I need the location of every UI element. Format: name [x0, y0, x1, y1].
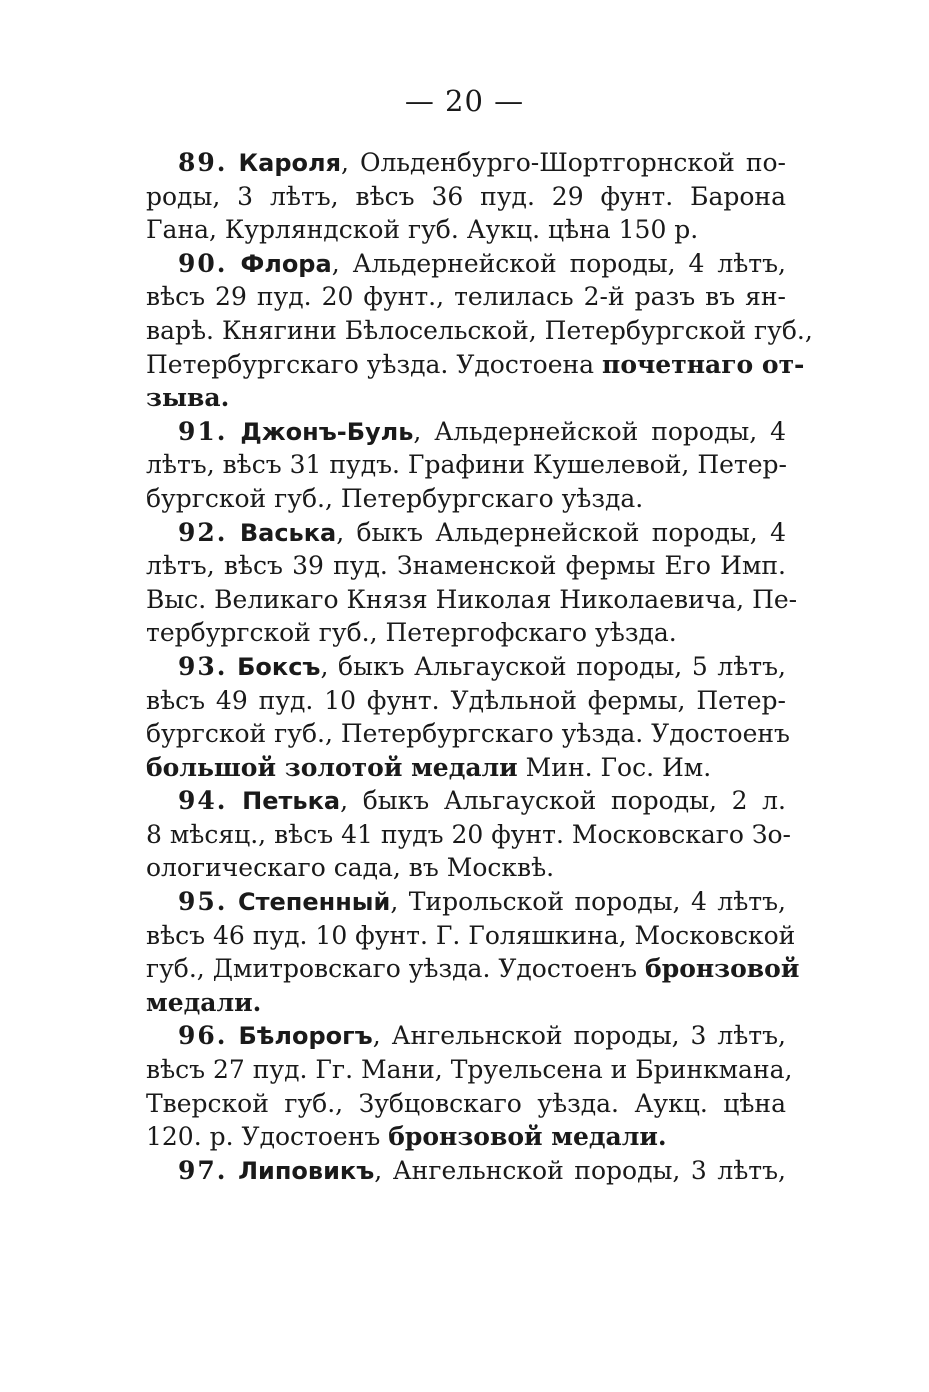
- entry-text: , Ольденбурго-Шортгорнской по-: [341, 148, 786, 177]
- entry-94-line-3: ологическаго сада, въ Москвѣ.: [146, 853, 555, 883]
- entry-95-line-4: медали.: [146, 987, 262, 1017]
- entry-number: 92.: [178, 517, 228, 547]
- entry-name: Липовикъ: [238, 1156, 375, 1185]
- entry-92-line-1: [146, 516, 786, 550]
- entry-96-line-4: [146, 1120, 786, 1154]
- entry-text: , быкъ Альгауской породы, 2 л.: [340, 786, 786, 816]
- award-text: бронзовой: [645, 954, 800, 984]
- entry-90-line-3: варѣ. Княгини Бѣлосельской, Петербургской губ.,: [146, 315, 813, 345]
- entry-number: 95.: [178, 887, 228, 917]
- entry-number: 91.: [178, 416, 228, 446]
- award-text: большой золотой медали: [146, 752, 518, 782]
- entry-name: Флора: [240, 249, 332, 278]
- entry-92-line-4: тербургской губ., Петергофскаго уѣзда.: [146, 618, 677, 648]
- entry-name: Степенный: [237, 888, 391, 917]
- award-text: почетнаго от-: [602, 349, 805, 379]
- entry-text: , Тирольской породы, 4 лѣтъ,: [390, 887, 786, 917]
- entry-93-line-3: бургской губ., Петербургскаго уѣзда. Удостоенъ: [146, 719, 790, 749]
- entry-89-line-2: роды, 3 лѣтъ, вѣсъ 36 пуд. 29 фунт. Барона: [146, 181, 786, 211]
- entry-96-line-3: Тверской губ., Зубцовскаго уѣзда. Аукц. цѣна: [146, 1088, 786, 1118]
- entry-text: 120. р. Удостоенъ: [146, 1122, 389, 1152]
- entry-94-line-2: 8 мѣсяц., вѣсъ 41 пудъ 20 фунт. Московскаго Зо-: [146, 819, 791, 849]
- entry-92-line-2: лѣтъ, вѣсъ 39 пуд. Знаменской фермы Его Имп.: [146, 551, 786, 581]
- entry-89-line-3: Гана, Курляндской губ. Аукц. цѣна 150 р.: [146, 215, 699, 245]
- entry-number: 89.: [178, 148, 228, 177]
- entry-90-line-5: зыва.: [146, 383, 230, 413]
- entry-95-line-2: вѣсъ 46 пуд. 10 фунт. Г. Голяшкина, Московской: [146, 920, 796, 950]
- entry-96-line-1: [146, 1019, 786, 1053]
- entry-92-line-3: Выс. Великаго Князя Николая Николаевича, Пе-: [146, 584, 798, 614]
- entry-text: губ., Дмитровскаго уѣзда. Удостоенъ: [146, 954, 646, 984]
- entry-97-line-1: [146, 1154, 786, 1188]
- entry-text: , Ангельнской породы, 3 лѣтъ,: [374, 1155, 786, 1185]
- entry-text: , быкъ Альгауской породы, 5 лѣтъ,: [320, 651, 786, 681]
- entry-number: 90.: [178, 248, 228, 278]
- entry-number: 93.: [178, 651, 228, 681]
- entry-95-line-1: [146, 885, 786, 919]
- entry-name: Бѣлорогъ: [238, 1022, 373, 1051]
- entry-90-line-1: [146, 247, 786, 281]
- award-text: бронзовой медали.: [388, 1122, 667, 1152]
- entry-text: , быкъ Альдернейской породы, 4: [336, 517, 786, 547]
- entry-91-line-3: бургской губ., Петербургскаго уѣзда.: [146, 483, 644, 513]
- entry-93-line-4: [146, 751, 786, 785]
- entry-name: Джонъ-Буль: [240, 417, 414, 446]
- entry-text: , Ангельнской породы, 3 лѣтъ,: [372, 1021, 786, 1051]
- entry-93-line-2: вѣсъ 49 пуд. 10 фунт. Удѣльной фермы, Петер-: [146, 685, 786, 715]
- entry-90-line-4: [146, 348, 805, 382]
- entry-text: , Альдернейской породы, 4: [413, 416, 786, 446]
- entry-name: Боксъ: [237, 652, 321, 681]
- entry-96-line-2: вѣсъ 27 пуд. Гг. Мани, Труельсена и Бринкмана,: [146, 1055, 793, 1085]
- catalog-text: [146, 146, 813, 1187]
- entry-90-line-2: вѣсъ 29 пуд. 20 фунт., телилась 2-й разъ въ ян-: [146, 282, 786, 312]
- entry-name: Васька: [239, 518, 337, 547]
- entry-94-line-1: [146, 784, 786, 818]
- entry-text: Мин. Гос. Им.: [517, 752, 712, 782]
- entry-name: Петька: [242, 787, 341, 816]
- entry-number: 96.: [178, 1021, 228, 1051]
- entry-89-line-1: [146, 146, 786, 180]
- entry-number: 97.: [178, 1155, 228, 1185]
- page-number: — 20 —: [404, 84, 525, 118]
- entry-91-line-2: лѣтъ, вѣсъ 31 пудъ. Графини Кушелевой, Петер-: [146, 450, 788, 480]
- entry-number: 94.: [178, 786, 228, 816]
- entry-93-line-1: [146, 650, 786, 684]
- entry-95-line-3: [146, 952, 800, 986]
- entry-text: Петербургскаго уѣзда. Удостоена: [146, 349, 603, 379]
- entry-text: , Альдернейской породы, 4 лѣтъ,: [331, 248, 786, 278]
- entry-name: Кароля: [238, 149, 342, 177]
- entry-91-line-1: [146, 415, 786, 449]
